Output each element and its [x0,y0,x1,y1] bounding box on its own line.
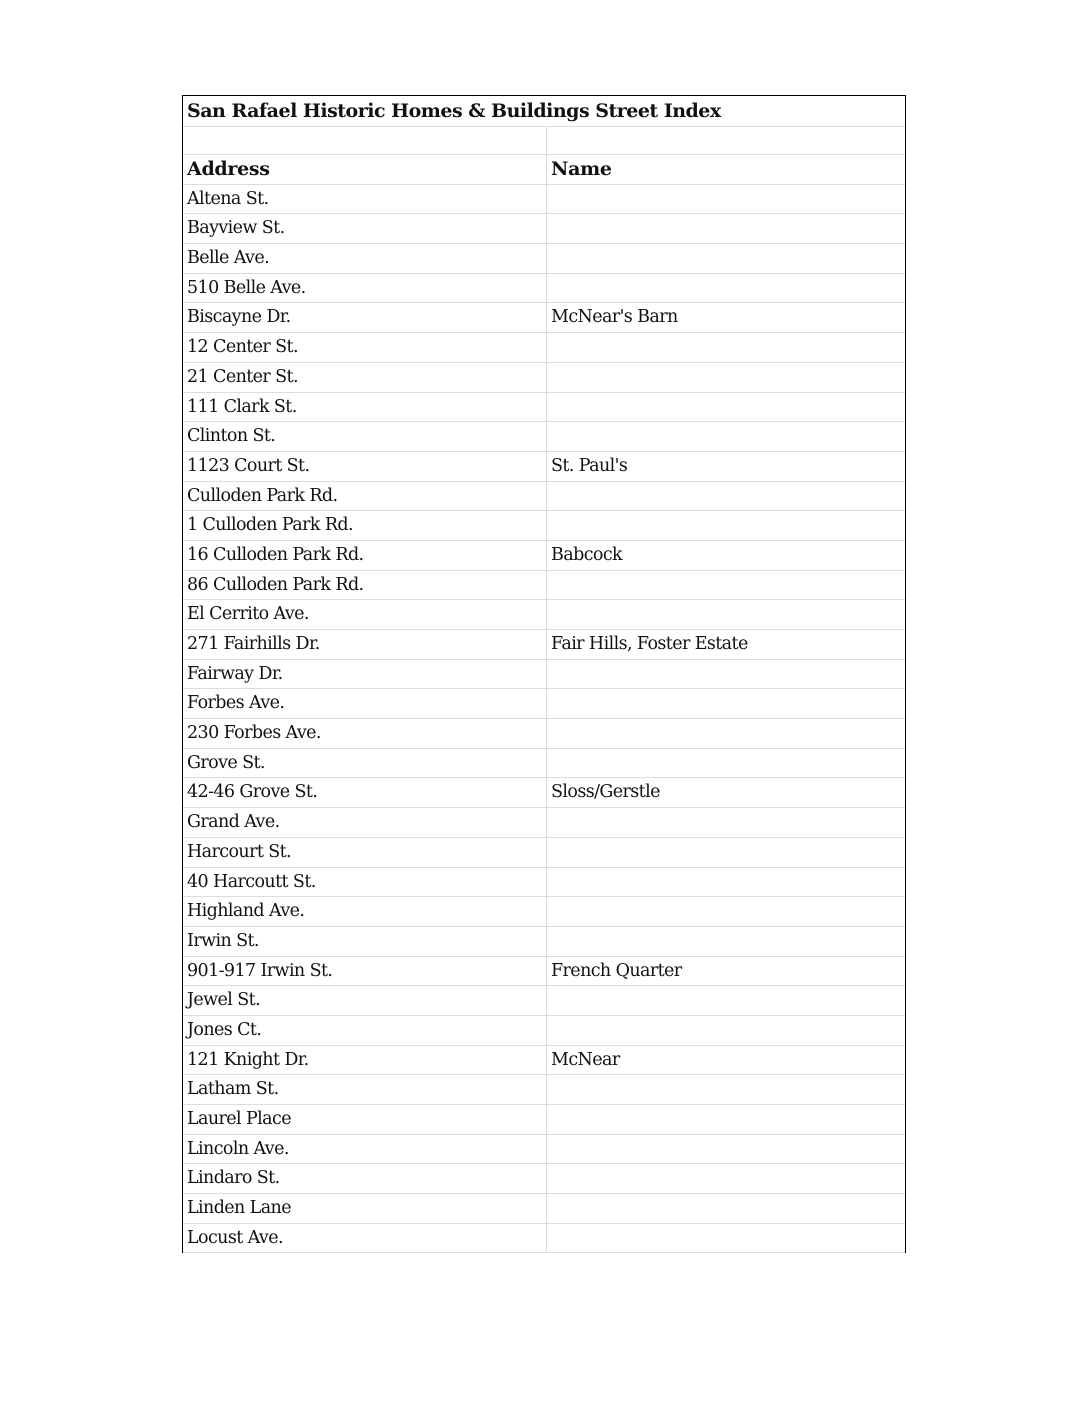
name-cell [547,1016,905,1045]
name-cell [547,749,905,778]
table-row [183,244,905,274]
table-row [183,778,905,808]
address-cell: Jones Ct. [183,1016,547,1045]
name-cell [547,1164,905,1193]
name-cell [547,660,905,689]
table-row [183,808,905,838]
name-cell [547,571,905,600]
table-row [183,541,905,571]
table-row [183,927,905,957]
address-cell: 86 Culloden Park Rd. [183,571,547,600]
address-cell: 271 Fairhills Dr. [183,630,547,659]
table-row [183,1224,905,1254]
table-row [183,571,905,601]
table-row [183,749,905,779]
blank-row [183,127,905,155]
address-cell: Culloden Park Rd. [183,482,547,511]
table-row [183,1046,905,1076]
address-cell: 230 Forbes Ave. [183,719,547,748]
address-cell: 16 Culloden Park Rd. [183,541,547,570]
table-row [183,1016,905,1046]
address-cell: 42-46 Grove St. [183,778,547,807]
name-cell: St. Paul's [551,455,628,476]
address-cell: Jewel St. [183,986,547,1015]
address-cell: 40 Harcoutt St. [183,868,547,897]
name-cell [547,600,905,629]
table-row [183,630,905,660]
name-cell: Babcock [551,544,623,565]
name-cell [547,897,905,926]
name-cell: French Quarter [551,960,682,981]
address-cell: Locust Ave. [183,1224,547,1253]
index-table [182,95,906,1253]
address-cell: Linden Lane [183,1194,547,1223]
table-row [183,689,905,719]
name-cell [547,185,905,214]
address-cell: El Cerrito Ave. [183,600,547,629]
table-row [183,986,905,1016]
name-cell: McNear [551,1049,620,1070]
address-cell: Belle Ave. [183,244,547,273]
address-cell: Highland Ave. [183,897,547,926]
name-cell [547,244,905,273]
header-row [183,155,905,185]
name-cell [547,393,905,422]
name-cell [547,1194,905,1223]
address-cell: 510 Belle Ave. [183,274,547,303]
address-cell: 901-917 Irwin St. [183,957,547,986]
blank-cell [183,127,547,154]
address-cell: Latham St. [183,1075,547,1104]
name-cell [547,927,905,956]
table-row [183,333,905,363]
name-cell [547,482,905,511]
address-cell: 121 Knight Dr. [183,1046,547,1075]
address-cell: Clinton St. [183,422,547,451]
name-cell [547,1075,905,1104]
table-row [183,422,905,452]
name-cell [547,689,905,718]
address-cell: Grand Ave. [183,808,547,837]
table-row [183,897,905,927]
table-row [183,868,905,898]
address-cell: Forbes Ave. [183,689,547,718]
street-index-sheet [182,95,906,1253]
address-cell: 21 Center St. [183,363,547,392]
name-cell [547,719,905,748]
name-cell [547,1105,905,1134]
table-row [183,1194,905,1224]
table-row [183,274,905,304]
table-row [183,1164,905,1194]
name-cell [547,274,905,303]
name-cell [547,868,905,897]
name-cell [547,363,905,392]
table-row [183,214,905,244]
table-row [183,957,905,987]
table-row [183,303,905,333]
blank-cell [547,127,905,154]
table-row [183,660,905,690]
name-cell [547,1135,905,1164]
table-row [183,1135,905,1165]
address-cell: 12 Center St. [183,333,547,362]
address-cell: Bayview St. [183,214,547,243]
table-row [183,1075,905,1105]
address-cell: Harcourt St. [183,838,547,867]
address-cell: 111 Clark St. [183,393,547,422]
table-row [183,185,905,215]
table-row [183,719,905,749]
table-row [183,511,905,541]
table-row [183,838,905,868]
table-row [183,452,905,482]
address-cell: 1 Culloden Park Rd. [183,511,547,540]
table-row [183,482,905,512]
name-cell [547,422,905,451]
address-cell: Lindaro St. [183,1164,547,1193]
column-header-address: Address [183,155,547,184]
document-title: San Rafael Historic Homes & Buildings Street Index [183,96,905,127]
address-cell: Fairway Dr. [183,660,547,689]
address-cell: Altena St. [183,185,547,214]
name-cell [547,333,905,362]
name-cell [547,808,905,837]
table-row [183,393,905,423]
name-cell: Fair Hills, Foster Estate [551,634,748,654]
address-cell: Biscayne Dr. [183,303,547,332]
name-cell [547,511,905,540]
address-cell: Lincoln Ave. [183,1135,547,1164]
name-cell [547,986,905,1015]
table-row [183,363,905,393]
column-header-name: Name [551,158,612,180]
address-cell: 1123 Court St. [183,452,547,481]
name-cell: McNear's Barn [551,307,678,328]
address-cell: Grove St. [183,749,547,778]
name-cell [547,1224,905,1253]
address-cell: Irwin St. [183,927,547,956]
name-cell: Sloss/Gerstle [551,782,660,803]
table-row [183,1105,905,1135]
table-row [183,600,905,630]
name-cell [547,838,905,867]
name-cell [547,214,905,243]
table-body [183,185,905,1254]
address-cell: Laurel Place [183,1105,547,1134]
